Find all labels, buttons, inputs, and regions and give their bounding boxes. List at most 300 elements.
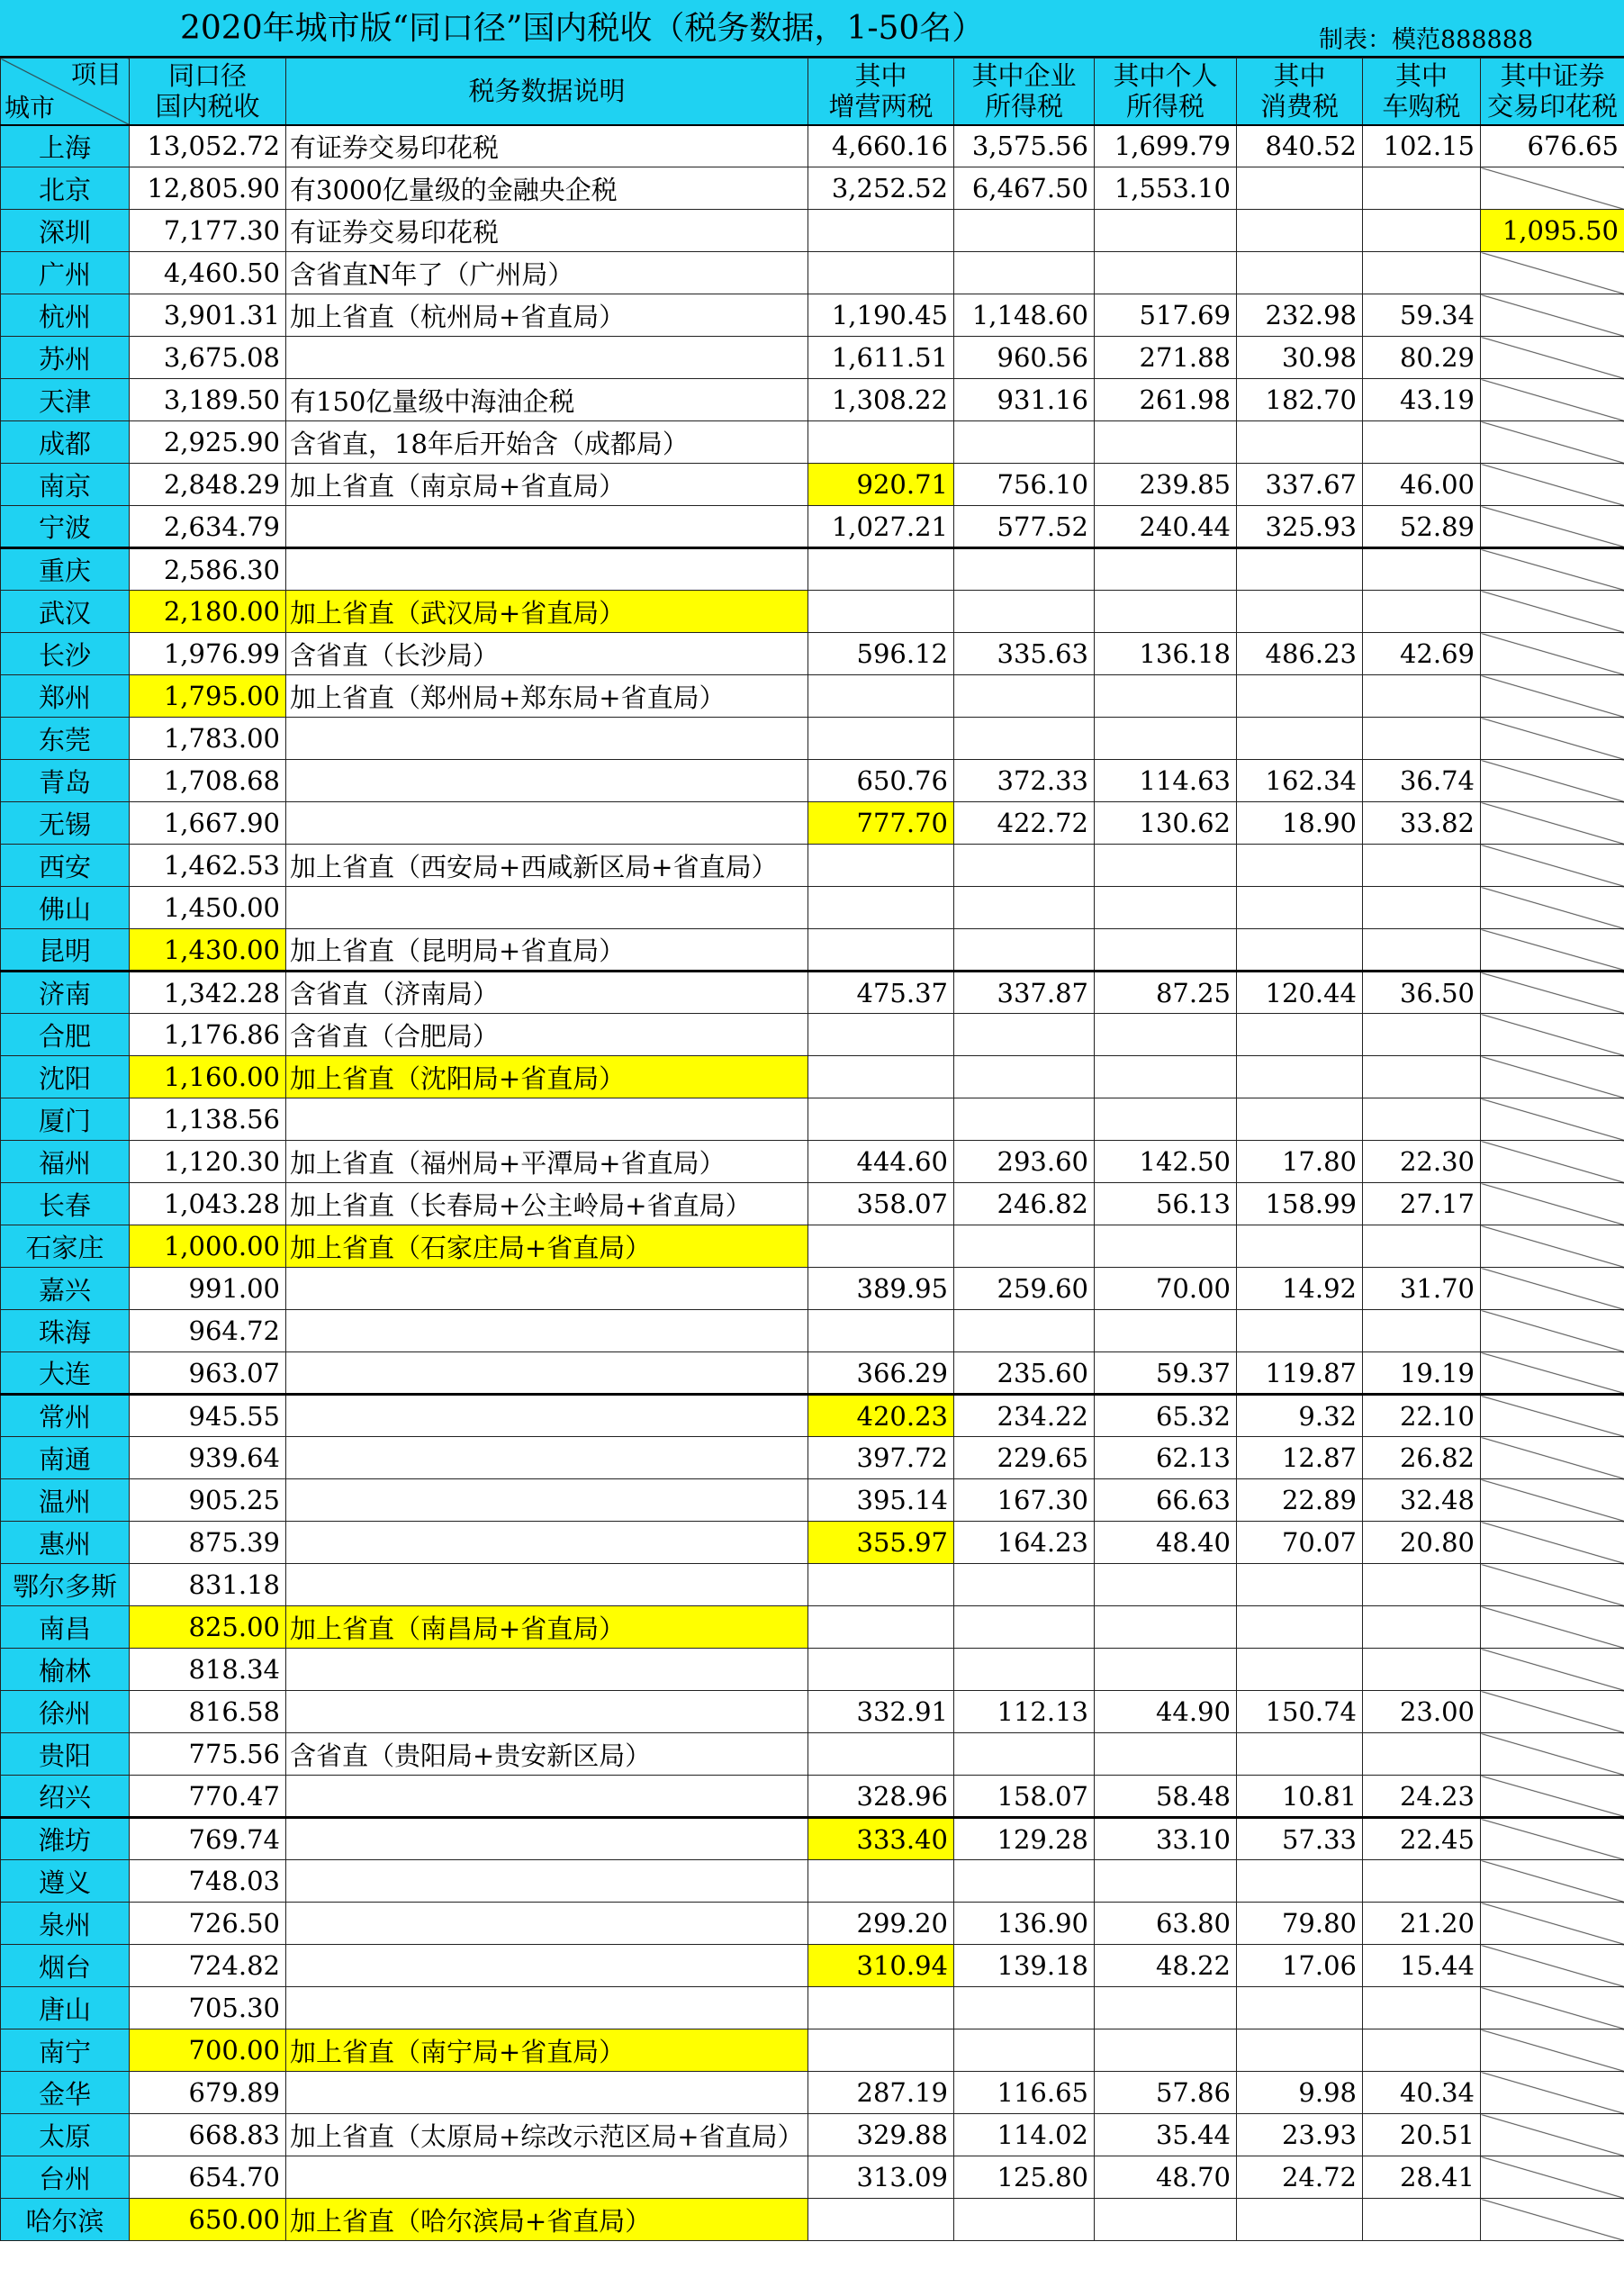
- cell-vat: [808, 1014, 954, 1056]
- cell-total: 1,667.90: [130, 802, 286, 845]
- cell-stamp: [1481, 1056, 1624, 1098]
- cell-consumption: [1237, 2029, 1363, 2072]
- cell-total: 1,462.53: [130, 845, 286, 887]
- cell-consumption: [1237, 210, 1363, 252]
- header-consumption: 其中 消费税: [1237, 59, 1363, 125]
- cell-desc: [286, 1479, 808, 1522]
- cell-city: 无锡: [1, 802, 130, 845]
- cell-stamp: [1481, 1183, 1624, 1225]
- cell-vat: 287.19: [808, 2072, 954, 2114]
- table-row: [1, 1395, 1624, 1437]
- cell-vat: 420.23: [808, 1395, 954, 1437]
- cell-desc: [286, 1522, 808, 1564]
- cell-total: 7,177.30: [130, 210, 286, 252]
- cell-city: 嘉兴: [1, 1268, 130, 1310]
- cell-total: 2,634.79: [130, 506, 286, 548]
- cell-vehicle: [1363, 929, 1481, 972]
- cell-total: 724.82: [130, 1945, 286, 1987]
- cell-total: 1,795.00: [130, 675, 286, 718]
- header-city-label: 城市: [5, 92, 56, 122]
- cell-stamp: [1481, 548, 1624, 591]
- table-row: [1, 1183, 1624, 1225]
- table-row: [1, 1056, 1624, 1098]
- cell-corp: 577.52: [954, 506, 1095, 548]
- cell-total: 816.58: [130, 1691, 286, 1733]
- cell-desc: 有证券交易印花税: [286, 125, 808, 167]
- cell-city: 天津: [1, 379, 130, 421]
- table-row: [1, 1268, 1624, 1310]
- cell-total: 939.64: [130, 1437, 286, 1479]
- cell-desc: [286, 1860, 808, 1903]
- cell-personal: [1095, 548, 1237, 591]
- cell-corp: 3,575.56: [954, 125, 1095, 167]
- cell-city: 郑州: [1, 675, 130, 718]
- cell-personal: [1095, 1564, 1237, 1606]
- cell-vehicle: [1363, 167, 1481, 210]
- cell-city: 榆林: [1, 1649, 130, 1691]
- cell-vat: 355.97: [808, 1522, 954, 1564]
- cell-desc: 含省直（合肥局）: [286, 1014, 808, 1056]
- header-row: [1, 59, 1624, 125]
- cell-consumption: 162.34: [1237, 760, 1363, 802]
- table-row: [1, 548, 1624, 591]
- cell-corp: [954, 2199, 1095, 2241]
- cell-desc: [286, 1776, 808, 1818]
- cell-desc: [286, 1903, 808, 1945]
- cell-corp: 422.72: [954, 802, 1095, 845]
- cell-city: 青岛: [1, 760, 130, 802]
- cell-consumption: [1237, 718, 1363, 760]
- cell-vehicle: [1363, 1987, 1481, 2029]
- cell-total: 945.55: [130, 1395, 286, 1437]
- cell-total: 3,901.31: [130, 294, 286, 337]
- header-personal: 其中个人 所得税: [1095, 59, 1237, 125]
- cell-city: 南昌: [1, 1606, 130, 1649]
- cell-vat: 328.96: [808, 1776, 954, 1818]
- table-row: [1, 887, 1624, 929]
- cell-personal: 130.62: [1095, 802, 1237, 845]
- cell-personal: 271.88: [1095, 337, 1237, 379]
- cell-desc: [286, 1649, 808, 1691]
- cell-consumption: 9.98: [1237, 2072, 1363, 2114]
- cell-personal: 58.48: [1095, 1776, 1237, 1818]
- cell-consumption: 9.32: [1237, 1395, 1363, 1437]
- table-row: [1, 125, 1624, 167]
- cell-vat: [808, 210, 954, 252]
- table-row: [1, 1649, 1624, 1691]
- cell-total: 1,176.86: [130, 1014, 286, 1056]
- cell-vat: [808, 1860, 954, 1903]
- cell-vehicle: 27.17: [1363, 1183, 1481, 1225]
- cell-personal: 59.37: [1095, 1352, 1237, 1395]
- cell-stamp: [1481, 1225, 1624, 1268]
- cell-stamp: [1481, 845, 1624, 887]
- cell-desc: [286, 1437, 808, 1479]
- cell-corp: [954, 845, 1095, 887]
- cell-consumption: [1237, 675, 1363, 718]
- cell-corp: [954, 1606, 1095, 1649]
- cell-city: 北京: [1, 167, 130, 210]
- cell-personal: 35.44: [1095, 2114, 1237, 2156]
- cell-total: 1,783.00: [130, 718, 286, 760]
- cell-desc: [286, 548, 808, 591]
- cell-consumption: 24.72: [1237, 2156, 1363, 2199]
- cell-personal: [1095, 929, 1237, 972]
- cell-vat: 920.71: [808, 464, 954, 506]
- cell-consumption: 10.81: [1237, 1776, 1363, 1818]
- cell-corp: 125.80: [954, 2156, 1095, 2199]
- cell-total: 650.00: [130, 2199, 286, 2241]
- cell-city: 苏州: [1, 337, 130, 379]
- cell-desc: [286, 1268, 808, 1310]
- cell-stamp: [1481, 294, 1624, 337]
- cell-city: 广州: [1, 252, 130, 294]
- cell-city: 重庆: [1, 548, 130, 591]
- cell-personal: [1095, 1606, 1237, 1649]
- cell-vat: 358.07: [808, 1183, 954, 1225]
- cell-corp: 235.60: [954, 1352, 1095, 1395]
- cell-stamp: [1481, 1776, 1624, 1818]
- cell-desc: 含省直（贵阳局+贵安新区局）: [286, 1733, 808, 1776]
- cell-vehicle: 22.10: [1363, 1395, 1481, 1437]
- cell-vat: [808, 548, 954, 591]
- cell-personal: 65.32: [1095, 1395, 1237, 1437]
- cell-vehicle: [1363, 718, 1481, 760]
- cell-personal: 56.13: [1095, 1183, 1237, 1225]
- cell-personal: 517.69: [1095, 294, 1237, 337]
- cell-personal: [1095, 421, 1237, 464]
- cell-city: 南京: [1, 464, 130, 506]
- cell-personal: [1095, 1733, 1237, 1776]
- cell-total: 4,460.50: [130, 252, 286, 294]
- cell-stamp: [1481, 1945, 1624, 1987]
- table-row: [1, 1310, 1624, 1352]
- cell-stamp: [1481, 1564, 1624, 1606]
- cell-total: 3,189.50: [130, 379, 286, 421]
- cell-vat: 777.70: [808, 802, 954, 845]
- cell-vehicle: [1363, 1649, 1481, 1691]
- cell-consumption: 119.87: [1237, 1352, 1363, 1395]
- cell-corp: 158.07: [954, 1776, 1095, 1818]
- cell-corp: 337.87: [954, 972, 1095, 1014]
- cell-city: 东莞: [1, 718, 130, 760]
- cell-vehicle: 42.69: [1363, 633, 1481, 675]
- table-row: [1, 1860, 1624, 1903]
- cell-vat: [808, 1606, 954, 1649]
- cell-stamp: 676.65: [1481, 125, 1624, 167]
- cell-stamp: [1481, 887, 1624, 929]
- cell-vat: 313.09: [808, 2156, 954, 2199]
- cell-personal: 1,699.79: [1095, 125, 1237, 167]
- cell-vat: [808, 1056, 954, 1098]
- cell-desc: [286, 1564, 808, 1606]
- cell-consumption: [1237, 887, 1363, 929]
- table-row: [1, 1141, 1624, 1183]
- cell-personal: [1095, 887, 1237, 929]
- cell-consumption: [1237, 1987, 1363, 2029]
- cell-city: 潍坊: [1, 1818, 130, 1860]
- cell-desc: [286, 1987, 808, 2029]
- cell-vat: 1,308.22: [808, 379, 954, 421]
- cell-city: 合肥: [1, 1014, 130, 1056]
- cell-vat: 397.72: [808, 1437, 954, 1479]
- cell-stamp: [1481, 1437, 1624, 1479]
- cell-vehicle: [1363, 1860, 1481, 1903]
- cell-personal: [1095, 1014, 1237, 1056]
- cell-consumption: 120.44: [1237, 972, 1363, 1014]
- cell-vehicle: 26.82: [1363, 1437, 1481, 1479]
- cell-vehicle: 23.00: [1363, 1691, 1481, 1733]
- table-row: [1, 421, 1624, 464]
- cell-corp: [954, 421, 1095, 464]
- cell-personal: 33.10: [1095, 1818, 1237, 1860]
- cell-city: 太原: [1, 2114, 130, 2156]
- cell-consumption: [1237, 1014, 1363, 1056]
- cell-corp: 1,148.60: [954, 294, 1095, 337]
- cell-city: 泉州: [1, 1903, 130, 1945]
- cell-vat: [808, 675, 954, 718]
- cell-total: 1,043.28: [130, 1183, 286, 1225]
- cell-personal: [1095, 1225, 1237, 1268]
- cell-consumption: [1237, 1564, 1363, 1606]
- cell-corp: 229.65: [954, 1437, 1095, 1479]
- table-row: [1, 337, 1624, 379]
- table-row: [1, 1479, 1624, 1522]
- cell-total: 831.18: [130, 1564, 286, 1606]
- cell-stamp: [1481, 591, 1624, 633]
- cell-vat: [808, 421, 954, 464]
- cell-consumption: [1237, 1733, 1363, 1776]
- cell-personal: [1095, 210, 1237, 252]
- cell-desc: 加上省直（西安局+西咸新区局+省直局）: [286, 845, 808, 887]
- cell-vehicle: [1363, 675, 1481, 718]
- cell-total: 705.30: [130, 1987, 286, 2029]
- cell-personal: [1095, 1987, 1237, 2029]
- cell-vehicle: 24.23: [1363, 1776, 1481, 1818]
- cell-city: 厦门: [1, 1098, 130, 1141]
- cell-corp: [954, 1014, 1095, 1056]
- cell-vat: 1,027.21: [808, 506, 954, 548]
- cell-vat: [808, 1564, 954, 1606]
- cell-vehicle: [1363, 1225, 1481, 1268]
- cell-vehicle: [1363, 887, 1481, 929]
- cell-desc: 含省直N年了（广州局）: [286, 252, 808, 294]
- cell-city: 金华: [1, 2072, 130, 2114]
- cell-personal: 48.70: [1095, 2156, 1237, 2199]
- cell-corp: [954, 929, 1095, 972]
- cell-vat: 596.12: [808, 633, 954, 675]
- cell-personal: [1095, 1649, 1237, 1691]
- table-row: [1, 845, 1624, 887]
- cell-stamp: [1481, 506, 1624, 548]
- cell-consumption: [1237, 1098, 1363, 1141]
- cell-city: 昆明: [1, 929, 130, 972]
- cell-total: 875.39: [130, 1522, 286, 1564]
- cell-vehicle: 52.89: [1363, 506, 1481, 548]
- cell-desc: 加上省直（南宁局+省直局）: [286, 2029, 808, 2072]
- cell-desc: 加上省直（长春局+公主岭局+省直局）: [286, 1183, 808, 1225]
- cell-total: 12,805.90: [130, 167, 286, 210]
- cell-stamp: [1481, 1098, 1624, 1141]
- cell-vehicle: [1363, 421, 1481, 464]
- cell-total: 13,052.72: [130, 125, 286, 167]
- cell-vehicle: 22.45: [1363, 1818, 1481, 1860]
- cell-corp: 129.28: [954, 1818, 1095, 1860]
- cell-vehicle: 102.15: [1363, 125, 1481, 167]
- cell-vat: [808, 2199, 954, 2241]
- cell-consumption: 18.90: [1237, 802, 1363, 845]
- cell-desc: [286, 887, 808, 929]
- cell-personal: 63.80: [1095, 1903, 1237, 1945]
- cell-total: 775.56: [130, 1733, 286, 1776]
- cell-corp: 116.65: [954, 2072, 1095, 2114]
- cell-desc: 加上省直（太原局+综改示范区局+省直局）: [286, 2114, 808, 2156]
- cell-consumption: 182.70: [1237, 379, 1363, 421]
- cell-vehicle: 19.19: [1363, 1352, 1481, 1395]
- cell-corp: [954, 675, 1095, 718]
- cell-personal: 261.98: [1095, 379, 1237, 421]
- cell-vat: [808, 591, 954, 633]
- cell-corp: [954, 887, 1095, 929]
- cell-personal: 66.63: [1095, 1479, 1237, 1522]
- cell-vehicle: [1363, 1733, 1481, 1776]
- cell-personal: [1095, 718, 1237, 760]
- cell-stamp: [1481, 1649, 1624, 1691]
- cell-desc: [286, 1098, 808, 1141]
- cell-city: 福州: [1, 1141, 130, 1183]
- cell-stamp: [1481, 379, 1624, 421]
- cell-consumption: [1237, 252, 1363, 294]
- cell-personal: 136.18: [1095, 633, 1237, 675]
- cell-desc: 加上省直（沈阳局+省直局）: [286, 1056, 808, 1098]
- cell-desc: [286, 1310, 808, 1352]
- cell-vat: 310.94: [808, 1945, 954, 1987]
- cell-total: 726.50: [130, 1903, 286, 1945]
- cell-total: 1,708.68: [130, 760, 286, 802]
- cell-vehicle: [1363, 2199, 1481, 2241]
- cell-consumption: 12.87: [1237, 1437, 1363, 1479]
- cell-corp: [954, 1649, 1095, 1691]
- cell-vat: 4,660.16: [808, 125, 954, 167]
- cell-personal: [1095, 2029, 1237, 2072]
- table-row: [1, 252, 1624, 294]
- cell-total: 818.34: [130, 1649, 286, 1691]
- cell-vat: 475.37: [808, 972, 954, 1014]
- cell-consumption: 70.07: [1237, 1522, 1363, 1564]
- cell-desc: 含省直（济南局）: [286, 972, 808, 1014]
- cell-desc: [286, 2072, 808, 2114]
- header-vehicle: 其中 车购税: [1363, 59, 1481, 125]
- cell-stamp: 1,095.50: [1481, 210, 1624, 252]
- cell-corp: 139.18: [954, 1945, 1095, 1987]
- cell-vehicle: 32.48: [1363, 1479, 1481, 1522]
- cell-desc: 加上省直（南京局+省直局）: [286, 464, 808, 506]
- cell-city: 哈尔滨: [1, 2199, 130, 2241]
- table-row: [1, 1903, 1624, 1945]
- table-row: [1, 718, 1624, 760]
- cell-total: 2,925.90: [130, 421, 286, 464]
- cell-personal: 48.40: [1095, 1522, 1237, 1564]
- cell-vehicle: 80.29: [1363, 337, 1481, 379]
- cell-vehicle: 59.34: [1363, 294, 1481, 337]
- cell-desc: [286, 1395, 808, 1437]
- cell-total: 991.00: [130, 1268, 286, 1310]
- cell-consumption: [1237, 2199, 1363, 2241]
- cell-city: 济南: [1, 972, 130, 1014]
- header-total: 同口径 国内税收: [130, 59, 286, 125]
- cell-corp: 259.60: [954, 1268, 1095, 1310]
- cell-corp: [954, 1860, 1095, 1903]
- cell-consumption: 22.89: [1237, 1479, 1363, 1522]
- cell-city: 珠海: [1, 1310, 130, 1352]
- table-row: [1, 633, 1624, 675]
- cell-vat: 1,190.45: [808, 294, 954, 337]
- cell-consumption: [1237, 1860, 1363, 1903]
- cell-personal: 48.22: [1095, 1945, 1237, 1987]
- cell-total: 2,586.30: [130, 548, 286, 591]
- cell-corp: [954, 252, 1095, 294]
- table-row: [1, 167, 1624, 210]
- cell-vehicle: [1363, 1310, 1481, 1352]
- cell-total: 905.25: [130, 1479, 286, 1522]
- cell-total: 1,976.99: [130, 633, 286, 675]
- cell-vat: [808, 1733, 954, 1776]
- cell-vat: 1,611.51: [808, 337, 954, 379]
- cell-vehicle: 15.44: [1363, 1945, 1481, 1987]
- cell-corp: [954, 548, 1095, 591]
- cell-personal: 142.50: [1095, 1141, 1237, 1183]
- cell-corp: 293.60: [954, 1141, 1095, 1183]
- table-row: [1, 1225, 1624, 1268]
- cell-consumption: 30.98: [1237, 337, 1363, 379]
- cell-vat: [808, 1098, 954, 1141]
- cell-personal: [1095, 1098, 1237, 1141]
- cell-consumption: 17.06: [1237, 1945, 1363, 1987]
- cell-desc: [286, 802, 808, 845]
- cell-consumption: [1237, 1606, 1363, 1649]
- title-bar: [0, 0, 1624, 58]
- table-row: [1, 2114, 1624, 2156]
- table-row: [1, 506, 1624, 548]
- cell-vehicle: 22.30: [1363, 1141, 1481, 1183]
- cell-desc: 有证券交易印花税: [286, 210, 808, 252]
- cell-vat: 395.14: [808, 1479, 954, 1522]
- cell-personal: [1095, 591, 1237, 633]
- cell-total: 2,848.29: [130, 464, 286, 506]
- table-row: [1, 929, 1624, 972]
- cell-personal: 62.13: [1095, 1437, 1237, 1479]
- cell-vehicle: [1363, 1098, 1481, 1141]
- cell-corp: [954, 1098, 1095, 1141]
- cell-personal: 239.85: [1095, 464, 1237, 506]
- cell-vat: 650.76: [808, 760, 954, 802]
- table-row: [1, 1606, 1624, 1649]
- maker-credit: 制表：模范888888: [1319, 26, 1534, 54]
- table-row: [1, 1818, 1624, 1860]
- cell-consumption: [1237, 1225, 1363, 1268]
- cell-total: 1,000.00: [130, 1225, 286, 1268]
- cell-vehicle: 46.00: [1363, 464, 1481, 506]
- cell-personal: [1095, 675, 1237, 718]
- cell-consumption: [1237, 1056, 1363, 1098]
- cell-city: 台州: [1, 2156, 130, 2199]
- cell-corp: [954, 1987, 1095, 2029]
- cell-desc: 加上省直（昆明局+省直局）: [286, 929, 808, 972]
- cell-stamp: [1481, 1352, 1624, 1395]
- cell-stamp: [1481, 1522, 1624, 1564]
- cell-city: 唐山: [1, 1987, 130, 2029]
- cell-desc: [286, 506, 808, 548]
